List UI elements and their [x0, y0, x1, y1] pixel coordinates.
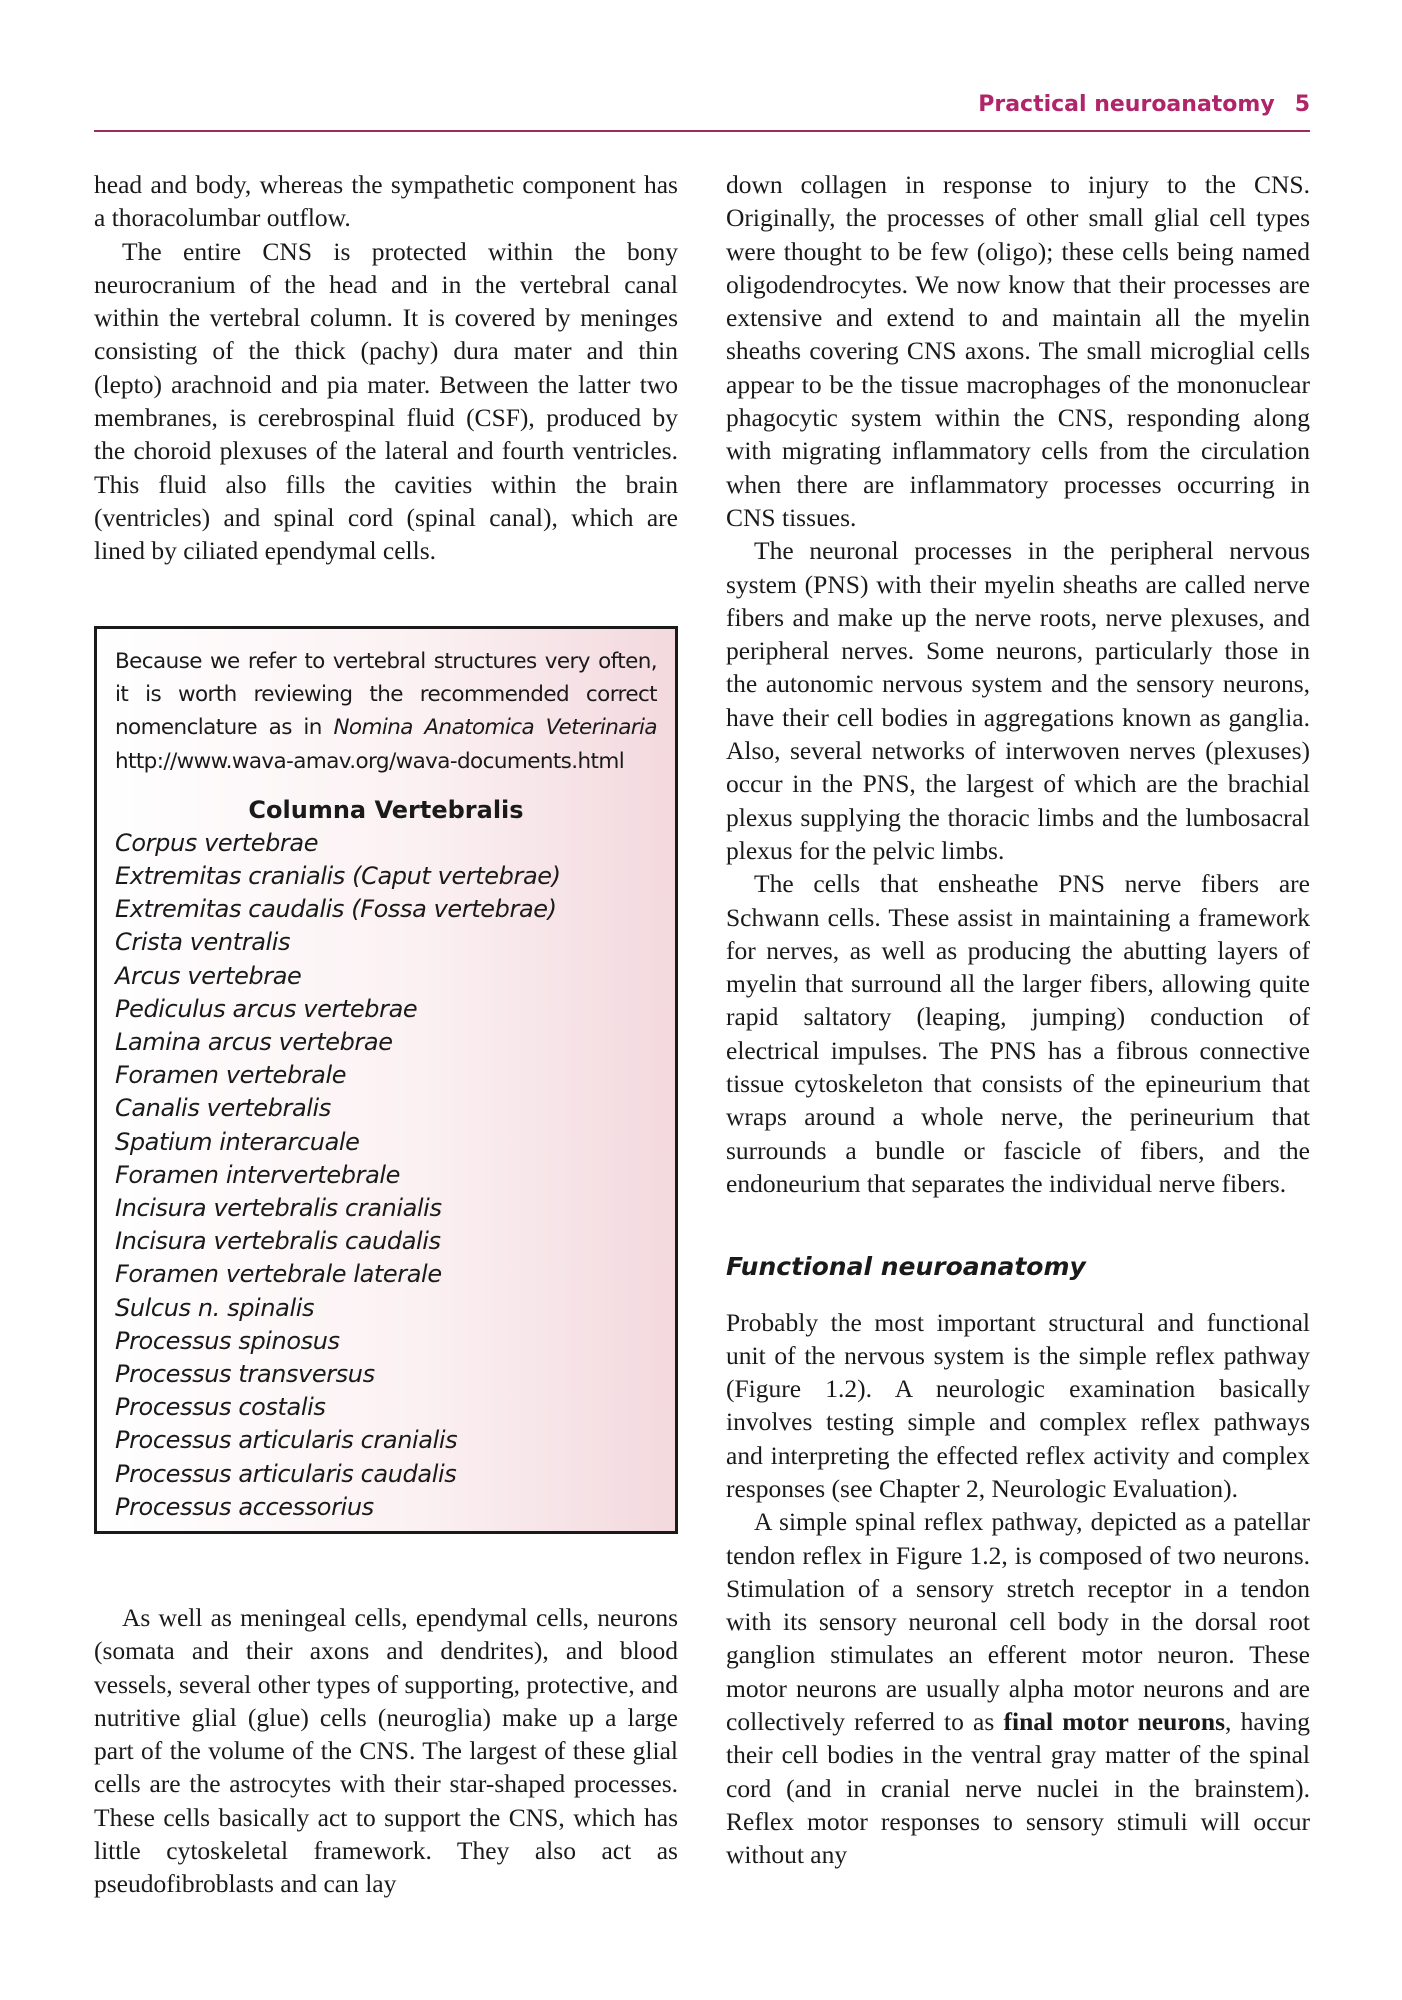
box-list-item: Processus accessorius	[115, 1492, 374, 1521]
left-paragraph-2: The entire CNS is protected within the bony neurocranium of the head and in the vertebral canal within the vertebral column. It is covered by meninges consisting of the thick (pachy) dura mater and thin (lepto) arachnoid and pia mater. Between the latter two membranes, is cerebrospinal fluid (CSF), produced by the choroid plexuses of the lateral and fourth ventricles. This fluid also fills the cavities within the brain (ventricles) and spinal cord (spinal canal), which are lined by ciliated ependymal cells.	[94, 236, 678, 566]
right-paragraph-3: The cells that ensheathe PNS nerve fibers are Schwann cells. These assist in maintaining a framework for nerves, as well as producing the abutting layers of myelin that surround all the larger fibers, allowing quite rapid saltatory (leaping, jumping) conduction of electrical impulses. The PNS has a fibrous connective tissue cytoskeleton that consists of the epineurium that wraps around a whole nerve, the perineurium that surrounds a bundle or fascicle of fibers, and the endoneurium that separates the individual nerve fibers.	[726, 869, 1310, 1198]
left-paragraph-1: head and body, whereas the sympathetic component has a thoracolumbar outflow.	[94, 170, 678, 233]
section-heading: Functional neuroanatomy	[726, 1252, 1086, 1282]
right-paragraph-2: The neuronal processes in the peripheral nervous system (PNS) with their myelin sheaths are called nerve fibers and make up the nerve roots, nerve plexuses, and peripheral nerves. Some neurons, particularly those in the autonomic nervous system and the sensory neurons, have their cell bodies in aggregations known as ganglia. Also, several networks of interwoven nerves (plexuses) occur in the PNS, the largest of which are the brachial plexus supplying the thoracic limbs and the lumbosacral plexus for the pelvic limbs.	[726, 536, 1310, 865]
nomenclature-box	[94, 626, 678, 1534]
box-list-item: Canalis vertebralis	[115, 1094, 331, 1123]
box-list-item: Corpus vertebrae	[115, 828, 319, 857]
box-list-item: Lamina arcus vertebrae	[115, 1028, 393, 1057]
box-list-item: Processus spinosus	[115, 1326, 340, 1355]
box-intro-italic: Nomina Anatomica Veterinaria	[333, 715, 657, 741]
box-list-item: Foramen vertebrale	[115, 1061, 347, 1090]
box-list-item: Crista ventralis	[115, 928, 291, 957]
box-list-item: Incisura vertebralis cranialis	[115, 1194, 442, 1223]
box-list-item: Spatium interarcuale	[115, 1127, 360, 1156]
box-list-item: Arcus vertebrae	[115, 961, 302, 990]
running-title: Practical neuroanatomy	[978, 92, 1275, 117]
right-paragraph-5-text-a: A simple spinal reflex pathway, depicted as a patellar tendon reflex in Figure 1.2, is composed of two neurons. Stimulation of a sensory stretch receptor in a tendon with its sensory neuronal cell body in the dorsal root ganglion stimulates an efferent motor neuron. These motor neurons are usually alpha motor neurons and are collectively referred to as	[726, 1507, 1310, 1737]
right-paragraph-4: Probably the most important structural and functional unit of the nervous system is the simple reflex pathway (Figure 1.2). A neurologic examination basically involves testing simple and complex reflex pathways and interpreting the effected reflex activity and complex responses (see Chapter 2, Neurologic Evaluation).	[726, 1307, 1310, 1503]
right-paragraph-1: down collagen in response to injury to the CNS. Originally, the processes of other small glial cell types were thought to be few (oligo); these cells being named oligodendrocytes. We now know that their processes are extensive and extend to and maintain all the myelin sheaths covering CNS axons. The small microglial cells appear to be the tissue macrophages of the mononuclear phagocytic system within the CNS, responding along with migrating inflammatory cells from the circulation when there are inflammatory processes occurring in CNS tissues.	[726, 170, 1310, 532]
left-paragraph-3: As well as meningeal cells, ependymal cells, neurons (somata and their axons and dendrites), and blood vessels, several other types of supporting, protective, and nutritive glial (glue) cells (neuroglia) make up a large part of the volume of the CNS. The largest of these glial cells are the astrocytes with their star-shaped processes. These cells basically act to support the CNS, which has little cytoskeletal framework. They also act as pseudofibroblasts and can lay	[94, 1603, 678, 1899]
box-list-item: Processus articularis cranialis	[115, 1426, 458, 1455]
box-list-item: Foramen intervertebrale	[115, 1160, 401, 1189]
left-column	[94, 168, 678, 568]
box-list-item: Foramen vertebrale laterale	[115, 1260, 442, 1289]
box-list-item: Processus articularis caudalis	[115, 1459, 457, 1488]
final-motor-neurons-term: final motor neurons	[1003, 1707, 1226, 1737]
running-header	[94, 92, 1310, 132]
box-list	[115, 827, 657, 1524]
box-list-item: Processus transversus	[115, 1360, 375, 1389]
box-list-item: Extremitas caudalis (Fossa vertebrae)	[115, 895, 557, 924]
page-number: 5	[1294, 92, 1310, 117]
right-column	[726, 168, 1310, 1872]
box-list-item: Pediculus arcus vertebrae	[115, 994, 418, 1023]
box-intro	[115, 645, 657, 778]
box-list-item: Processus costalis	[115, 1393, 326, 1422]
left-column-bottom	[94, 1601, 678, 1901]
box-list-item: Incisura vertebralis caudalis	[115, 1227, 441, 1256]
box-list-item: Sulcus n. spinalis	[115, 1293, 315, 1322]
header-text	[978, 92, 1310, 117]
box-intro-text: Because we refer to vertebral structures very often, it is worth reviewing the recommended correct nomenclature as in	[115, 649, 657, 741]
box-list-item: Extremitas cranialis (Caput vertebrae)	[115, 862, 561, 891]
right-paragraph-5-text-b: , having their cell bodies in the ventral gray matter of the spinal cord (and in cranial nerve nuclei in the brainstem). Reflex motor responses to sensory stimuli will occur without any	[726, 1707, 1310, 1870]
box-title: Columna Vertebralis	[248, 795, 524, 824]
right-paragraph-5	[726, 1505, 1310, 1871]
box-url: http://www.wava-amav.org/wava-documents.html	[115, 748, 625, 774]
